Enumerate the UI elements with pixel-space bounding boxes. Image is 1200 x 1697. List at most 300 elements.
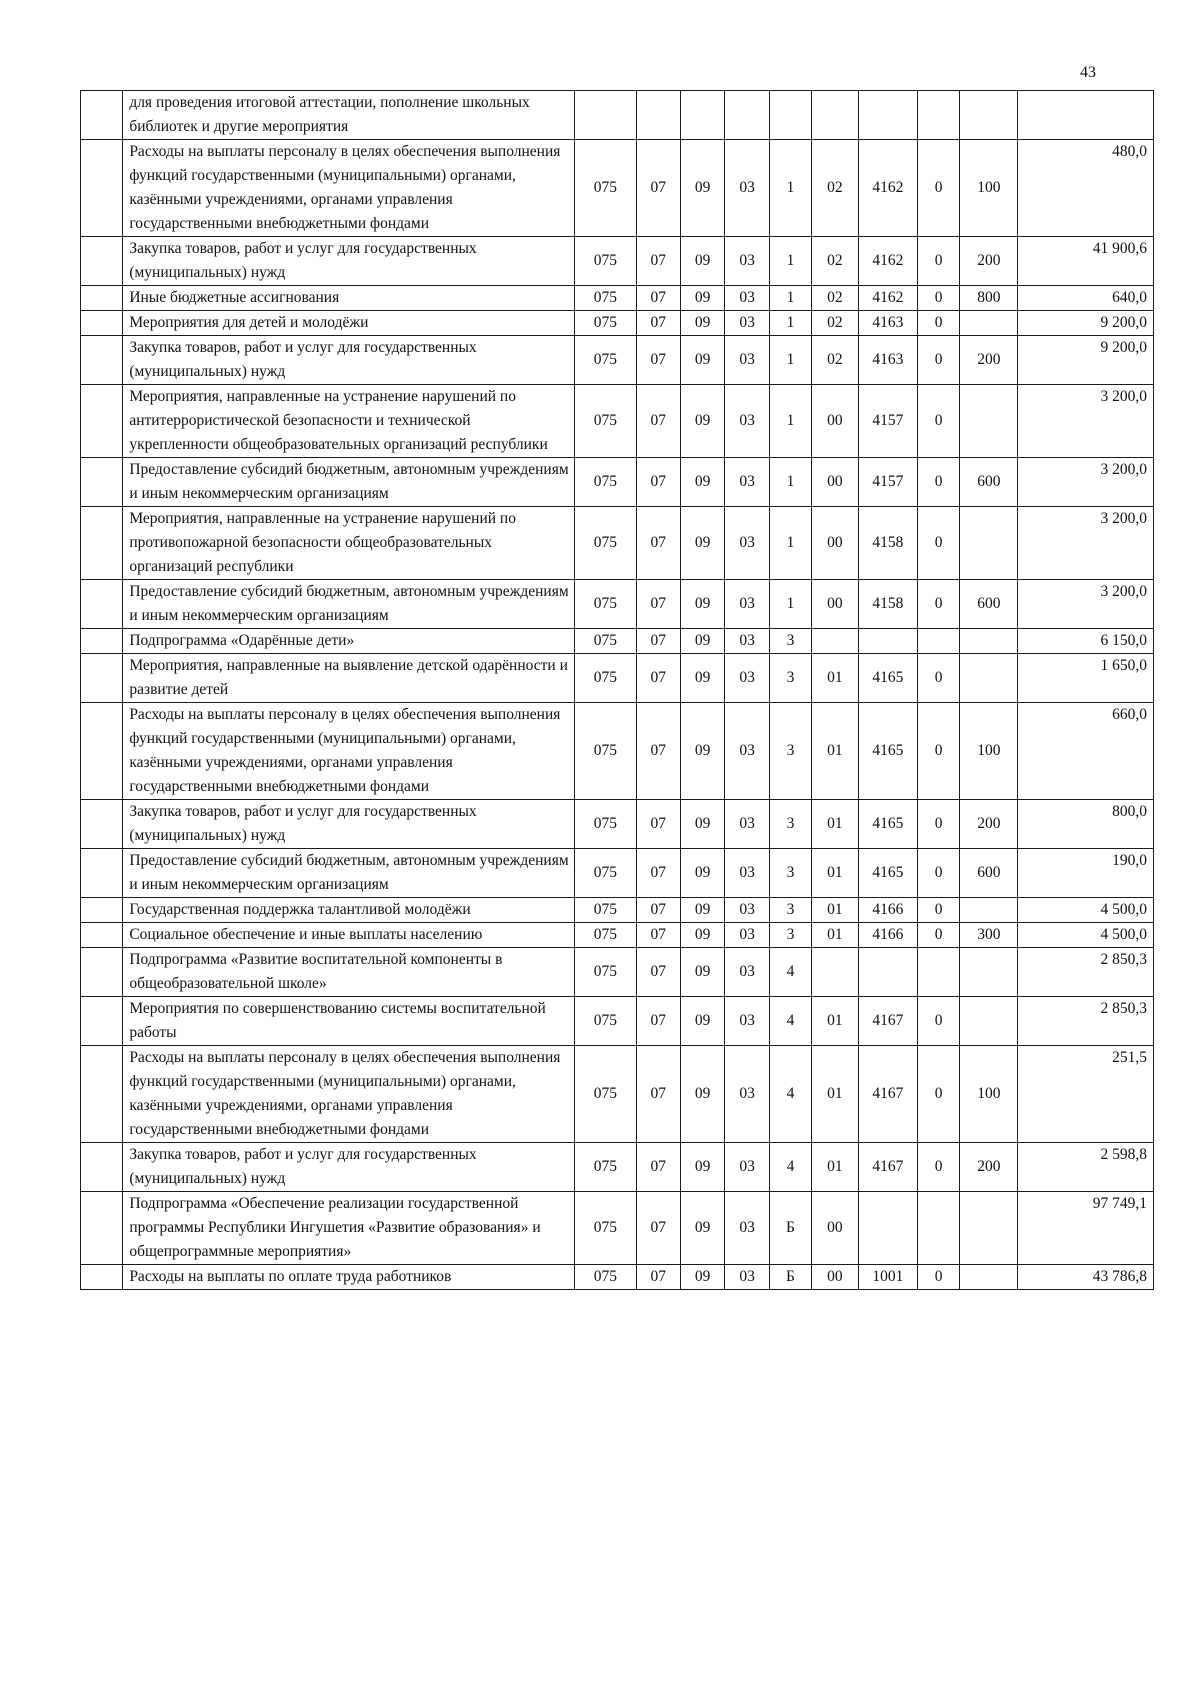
direction-code-cell: 4165 bbox=[858, 654, 917, 703]
extra-code-cell: 0 bbox=[917, 336, 959, 385]
main-event-code-cell bbox=[812, 948, 859, 997]
amount-cell: 97 749,1 bbox=[1018, 1192, 1154, 1265]
expense-name-cell: Закупка товаров, работ и услуг для государственных (муниципальных) нужд bbox=[123, 336, 575, 385]
expense-name-cell: Подпрограмма «Обеспечение реализации государственной программы Республики Ингушетия «Развитие образования» и общепрограммные мероприятия» bbox=[123, 1192, 575, 1265]
subsection-code-cell: 09 bbox=[680, 1192, 724, 1265]
main-event-code-cell: 02 bbox=[812, 237, 859, 286]
subprogram-code-cell: 4 bbox=[769, 948, 811, 997]
expense-name-cell: Иные бюджетные ассигнования bbox=[123, 286, 575, 311]
expense-name-cell: Расходы на выплаты персоналу в целях обеспечения выполнения функций государственными (муниципальными) органами, казёнными учреждениями, органами управления государственными внебюджетными фондами bbox=[123, 1046, 575, 1143]
section-code-cell: 07 bbox=[636, 1046, 680, 1143]
table-row bbox=[81, 507, 1154, 580]
program-code-cell: 03 bbox=[725, 703, 769, 800]
table-row bbox=[81, 923, 1154, 948]
subprogram-code-cell: 3 bbox=[769, 703, 811, 800]
row-number-cell bbox=[81, 1143, 123, 1192]
table-row bbox=[81, 237, 1154, 286]
row-number-cell bbox=[81, 91, 123, 140]
subprogram-code-cell: 3 bbox=[769, 629, 811, 654]
expense-type-code-cell: 200 bbox=[960, 1143, 1018, 1192]
row-number-cell bbox=[81, 336, 123, 385]
row-number-cell bbox=[81, 385, 123, 458]
main-event-code-cell: 01 bbox=[812, 800, 859, 849]
expense-type-code-cell bbox=[960, 997, 1018, 1046]
extra-code-cell: 0 bbox=[917, 507, 959, 580]
extra-code-cell: 0 bbox=[917, 1143, 959, 1192]
row-number-cell bbox=[81, 580, 123, 629]
table-row bbox=[81, 629, 1154, 654]
ministry-code-cell: 075 bbox=[575, 629, 636, 654]
section-code-cell: 07 bbox=[636, 1143, 680, 1192]
subsection-code-cell: 09 bbox=[680, 898, 724, 923]
expense-name-cell: Закупка товаров, работ и услуг для государственных (муниципальных) нужд bbox=[123, 237, 575, 286]
program-code-cell: 03 bbox=[725, 336, 769, 385]
table-row bbox=[81, 336, 1154, 385]
expense-name-cell: Социальное обеспечение и иные выплаты населению bbox=[123, 923, 575, 948]
row-number-cell bbox=[81, 140, 123, 237]
expense-type-code-cell: 100 bbox=[960, 1046, 1018, 1143]
section-code-cell: 07 bbox=[636, 849, 680, 898]
subsection-code-cell: 09 bbox=[680, 237, 724, 286]
extra-code-cell: 0 bbox=[917, 311, 959, 336]
table-row bbox=[81, 898, 1154, 923]
direction-code-cell bbox=[858, 1192, 917, 1265]
subprogram-code-cell: 1 bbox=[769, 286, 811, 311]
section-code-cell: 07 bbox=[636, 1192, 680, 1265]
subprogram-code-cell bbox=[769, 91, 811, 140]
subsection-code-cell: 09 bbox=[680, 1046, 724, 1143]
subsection-code-cell: 09 bbox=[680, 311, 724, 336]
expense-name-cell: Предоставление субсидий бюджетным, автономным учреждениям и иным некоммерческим организациям bbox=[123, 458, 575, 507]
program-code-cell: 03 bbox=[725, 898, 769, 923]
amount-cell: 251,5 bbox=[1018, 1046, 1154, 1143]
section-code-cell: 07 bbox=[636, 800, 680, 849]
program-code-cell: 03 bbox=[725, 1265, 769, 1290]
main-event-code-cell: 00 bbox=[812, 580, 859, 629]
program-code-cell: 03 bbox=[725, 458, 769, 507]
ministry-code-cell: 075 bbox=[575, 923, 636, 948]
subsection-code-cell: 09 bbox=[680, 654, 724, 703]
expense-type-code-cell bbox=[960, 91, 1018, 140]
expense-name-cell: Подпрограмма «Развитие воспитательной компоненты в общеобразовательной школе» bbox=[123, 948, 575, 997]
row-number-cell bbox=[81, 898, 123, 923]
subprogram-code-cell: Б bbox=[769, 1192, 811, 1265]
main-event-code-cell: 01 bbox=[812, 1143, 859, 1192]
table-row bbox=[81, 458, 1154, 507]
subprogram-code-cell: 1 bbox=[769, 336, 811, 385]
main-event-code-cell bbox=[812, 91, 859, 140]
ministry-code-cell: 075 bbox=[575, 654, 636, 703]
ministry-code-cell: 075 bbox=[575, 703, 636, 800]
table-row bbox=[81, 580, 1154, 629]
row-number-cell bbox=[81, 311, 123, 336]
row-number-cell bbox=[81, 654, 123, 703]
expense-name-cell: Предоставление субсидий бюджетным, автономным учреждениям и иным некоммерческим организациям bbox=[123, 580, 575, 629]
extra-code-cell: 0 bbox=[917, 385, 959, 458]
main-event-code-cell: 02 bbox=[812, 336, 859, 385]
amount-cell: 190,0 bbox=[1018, 849, 1154, 898]
amount-cell: 41 900,6 bbox=[1018, 237, 1154, 286]
program-code-cell: 03 bbox=[725, 654, 769, 703]
amount-cell: 660,0 bbox=[1018, 703, 1154, 800]
table-row bbox=[81, 311, 1154, 336]
expense-type-code-cell: 100 bbox=[960, 140, 1018, 237]
ministry-code-cell bbox=[575, 91, 636, 140]
main-event-code-cell: 00 bbox=[812, 507, 859, 580]
subsection-code-cell bbox=[680, 91, 724, 140]
amount-cell: 2 850,3 bbox=[1018, 997, 1154, 1046]
row-number-cell bbox=[81, 237, 123, 286]
program-code-cell: 03 bbox=[725, 1143, 769, 1192]
program-code-cell: 03 bbox=[725, 948, 769, 997]
expense-name-cell: Расходы на выплаты персоналу в целях обеспечения выполнения функций государственными (муниципальными) органами, казёнными учреждениями, органами управления государственными внебюджетными фондами bbox=[123, 703, 575, 800]
program-code-cell: 03 bbox=[725, 580, 769, 629]
main-event-code-cell: 01 bbox=[812, 654, 859, 703]
expense-name-cell: Мероприятия, направленные на устранение нарушений по антитеррористической безопасности и технической укрепленности общеобразовательных организаций республики bbox=[123, 385, 575, 458]
expense-type-code-cell: 300 bbox=[960, 923, 1018, 948]
table-row bbox=[81, 385, 1154, 458]
program-code-cell: 03 bbox=[725, 140, 769, 237]
expense-name-cell: Расходы на выплаты персоналу в целях обеспечения выполнения функций государственными (муниципальными) органами, казёнными учреждениями, органами управления государственными внебюджетными фондами bbox=[123, 140, 575, 237]
expense-name-cell: Мероприятия, направленные на устранение нарушений по противопожарной безопасности общеобразовательных организаций республики bbox=[123, 507, 575, 580]
subprogram-code-cell: 3 bbox=[769, 898, 811, 923]
section-code-cell: 07 bbox=[636, 140, 680, 237]
program-code-cell: 03 bbox=[725, 311, 769, 336]
program-code-cell bbox=[725, 91, 769, 140]
subsection-code-cell: 09 bbox=[680, 849, 724, 898]
main-event-code-cell: 02 bbox=[812, 311, 859, 336]
expense-name-cell: Мероприятия по совершенствованию системы воспитательной работы bbox=[123, 997, 575, 1046]
row-number-cell bbox=[81, 923, 123, 948]
expense-name-cell: для проведения итоговой аттестации, пополнение школьных библиотек и другие мероприятия bbox=[123, 91, 575, 140]
extra-code-cell: 0 bbox=[917, 1046, 959, 1143]
table-row bbox=[81, 140, 1154, 237]
subprogram-code-cell: 1 bbox=[769, 385, 811, 458]
direction-code-cell: 4166 bbox=[858, 898, 917, 923]
main-event-code-cell: 01 bbox=[812, 1046, 859, 1143]
subprogram-code-cell: 3 bbox=[769, 923, 811, 948]
subsection-code-cell: 09 bbox=[680, 923, 724, 948]
expense-type-code-cell bbox=[960, 385, 1018, 458]
subsection-code-cell: 09 bbox=[680, 458, 724, 507]
program-code-cell: 03 bbox=[725, 385, 769, 458]
ministry-code-cell: 075 bbox=[575, 1192, 636, 1265]
expense-name-cell: Государственная поддержка талантливой молодёжи bbox=[123, 898, 575, 923]
page-number: 43 bbox=[1080, 64, 1096, 81]
expense-name-cell: Мероприятия для детей и молодёжи bbox=[123, 311, 575, 336]
amount-cell: 480,0 bbox=[1018, 140, 1154, 237]
table-row bbox=[81, 1143, 1154, 1192]
ministry-code-cell: 075 bbox=[575, 849, 636, 898]
main-event-code-cell: 01 bbox=[812, 703, 859, 800]
extra-code-cell: 0 bbox=[917, 237, 959, 286]
subprogram-code-cell: 1 bbox=[769, 237, 811, 286]
section-code-cell: 07 bbox=[636, 237, 680, 286]
expense-type-code-cell bbox=[960, 507, 1018, 580]
direction-code-cell: 4167 bbox=[858, 997, 917, 1046]
expense-type-code-cell bbox=[960, 654, 1018, 703]
row-number-cell bbox=[81, 1046, 123, 1143]
program-code-cell: 03 bbox=[725, 849, 769, 898]
expense-name-cell: Подпрограмма «Одарённые дети» bbox=[123, 629, 575, 654]
amount-cell: 2 850,3 bbox=[1018, 948, 1154, 997]
main-event-code-cell bbox=[812, 629, 859, 654]
direction-code-cell: 4158 bbox=[858, 580, 917, 629]
direction-code-cell: 4162 bbox=[858, 140, 917, 237]
table-row bbox=[81, 286, 1154, 311]
subsection-code-cell: 09 bbox=[680, 286, 724, 311]
direction-code-cell bbox=[858, 948, 917, 997]
amount-cell: 2 598,8 bbox=[1018, 1143, 1154, 1192]
program-code-cell: 03 bbox=[725, 507, 769, 580]
program-code-cell: 03 bbox=[725, 629, 769, 654]
expense-type-code-cell: 100 bbox=[960, 703, 1018, 800]
direction-code-cell: 4165 bbox=[858, 703, 917, 800]
ministry-code-cell: 075 bbox=[575, 458, 636, 507]
section-code-cell: 07 bbox=[636, 458, 680, 507]
section-code-cell: 07 bbox=[636, 948, 680, 997]
extra-code-cell: 0 bbox=[917, 800, 959, 849]
section-code-cell: 07 bbox=[636, 311, 680, 336]
subprogram-code-cell: 1 bbox=[769, 580, 811, 629]
expense-type-code-cell bbox=[960, 948, 1018, 997]
section-code-cell: 07 bbox=[636, 703, 680, 800]
main-event-code-cell: 01 bbox=[812, 997, 859, 1046]
ministry-code-cell: 075 bbox=[575, 948, 636, 997]
ministry-code-cell: 075 bbox=[575, 1143, 636, 1192]
subprogram-code-cell: 4 bbox=[769, 1046, 811, 1143]
direction-code-cell: 4163 bbox=[858, 336, 917, 385]
section-code-cell: 07 bbox=[636, 923, 680, 948]
extra-code-cell: 0 bbox=[917, 458, 959, 507]
row-number-cell bbox=[81, 1192, 123, 1265]
ministry-code-cell: 075 bbox=[575, 800, 636, 849]
table-row bbox=[81, 91, 1154, 140]
expense-type-code-cell bbox=[960, 311, 1018, 336]
extra-code-cell: 0 bbox=[917, 1265, 959, 1290]
program-code-cell: 03 bbox=[725, 1046, 769, 1143]
extra-code-cell: 0 bbox=[917, 286, 959, 311]
subsection-code-cell: 09 bbox=[680, 1143, 724, 1192]
direction-code-cell bbox=[858, 91, 917, 140]
main-event-code-cell: 02 bbox=[812, 286, 859, 311]
extra-code-cell: 0 bbox=[917, 703, 959, 800]
extra-code-cell: 0 bbox=[917, 923, 959, 948]
ministry-code-cell: 075 bbox=[575, 336, 636, 385]
subsection-code-cell: 09 bbox=[680, 507, 724, 580]
expense-type-code-cell bbox=[960, 898, 1018, 923]
direction-code-cell: 4165 bbox=[858, 800, 917, 849]
subsection-code-cell: 09 bbox=[680, 385, 724, 458]
expense-name-cell: Закупка товаров, работ и услуг для государственных (муниципальных) нужд bbox=[123, 1143, 575, 1192]
direction-code-cell: 4157 bbox=[858, 458, 917, 507]
section-code-cell: 07 bbox=[636, 580, 680, 629]
table-row bbox=[81, 1046, 1154, 1143]
program-code-cell: 03 bbox=[725, 1192, 769, 1265]
section-code-cell: 07 bbox=[636, 1265, 680, 1290]
row-number-cell bbox=[81, 458, 123, 507]
ministry-code-cell: 075 bbox=[575, 286, 636, 311]
main-event-code-cell: 01 bbox=[812, 898, 859, 923]
direction-code-cell bbox=[858, 629, 917, 654]
extra-code-cell bbox=[917, 1192, 959, 1265]
extra-code-cell: 0 bbox=[917, 580, 959, 629]
row-number-cell bbox=[81, 1265, 123, 1290]
subprogram-code-cell: 4 bbox=[769, 1143, 811, 1192]
amount-cell: 6 150,0 bbox=[1018, 629, 1154, 654]
extra-code-cell: 0 bbox=[917, 898, 959, 923]
expense-type-code-cell bbox=[960, 1265, 1018, 1290]
subsection-code-cell: 09 bbox=[680, 140, 724, 237]
row-number-cell bbox=[81, 286, 123, 311]
ministry-code-cell: 075 bbox=[575, 507, 636, 580]
extra-code-cell: 0 bbox=[917, 654, 959, 703]
direction-code-cell: 4162 bbox=[858, 286, 917, 311]
amount-cell: 3 200,0 bbox=[1018, 385, 1154, 458]
direction-code-cell: 4157 bbox=[858, 385, 917, 458]
row-number-cell bbox=[81, 703, 123, 800]
subprogram-code-cell: 3 bbox=[769, 800, 811, 849]
subprogram-code-cell: 1 bbox=[769, 311, 811, 336]
amount-cell: 9 200,0 bbox=[1018, 336, 1154, 385]
direction-code-cell: 4167 bbox=[858, 1143, 917, 1192]
subprogram-code-cell: 1 bbox=[769, 507, 811, 580]
expense-type-code-cell bbox=[960, 1192, 1018, 1265]
amount-cell: 9 200,0 bbox=[1018, 311, 1154, 336]
subsection-code-cell: 09 bbox=[680, 948, 724, 997]
ministry-code-cell: 075 bbox=[575, 311, 636, 336]
subsection-code-cell: 09 bbox=[680, 580, 724, 629]
row-number-cell bbox=[81, 629, 123, 654]
subprogram-code-cell: 3 bbox=[769, 654, 811, 703]
main-event-code-cell: 00 bbox=[812, 1192, 859, 1265]
extra-code-cell: 0 bbox=[917, 849, 959, 898]
section-code-cell: 07 bbox=[636, 507, 680, 580]
ministry-code-cell: 075 bbox=[575, 237, 636, 286]
direction-code-cell: 4158 bbox=[858, 507, 917, 580]
program-code-cell: 03 bbox=[725, 286, 769, 311]
subprogram-code-cell: 4 bbox=[769, 997, 811, 1046]
expense-name-cell: Закупка товаров, работ и услуг для государственных (муниципальных) нужд bbox=[123, 800, 575, 849]
program-code-cell: 03 bbox=[725, 237, 769, 286]
ministry-code-cell: 075 bbox=[575, 1265, 636, 1290]
extra-code-cell bbox=[917, 629, 959, 654]
amount-cell: 1 650,0 bbox=[1018, 654, 1154, 703]
amount-cell: 640,0 bbox=[1018, 286, 1154, 311]
table-body bbox=[81, 91, 1154, 1290]
direction-code-cell: 1001 bbox=[858, 1265, 917, 1290]
table-row bbox=[81, 703, 1154, 800]
expense-type-code-cell: 800 bbox=[960, 286, 1018, 311]
main-event-code-cell: 00 bbox=[812, 458, 859, 507]
amount-cell: 3 200,0 bbox=[1018, 507, 1154, 580]
row-number-cell bbox=[81, 800, 123, 849]
subsection-code-cell: 09 bbox=[680, 336, 724, 385]
subprogram-code-cell: 3 bbox=[769, 849, 811, 898]
amount-cell: 43 786,8 bbox=[1018, 1265, 1154, 1290]
expense-type-code-cell: 600 bbox=[960, 458, 1018, 507]
ministry-code-cell: 075 bbox=[575, 140, 636, 237]
direction-code-cell: 4165 bbox=[858, 849, 917, 898]
main-event-code-cell: 00 bbox=[812, 385, 859, 458]
amount-cell: 3 200,0 bbox=[1018, 580, 1154, 629]
expense-name-cell: Расходы на выплаты по оплате труда работников bbox=[123, 1265, 575, 1290]
section-code-cell: 07 bbox=[636, 336, 680, 385]
ministry-code-cell: 075 bbox=[575, 997, 636, 1046]
table-row bbox=[81, 800, 1154, 849]
expense-type-code-cell: 200 bbox=[960, 800, 1018, 849]
extra-code-cell: 0 bbox=[917, 997, 959, 1046]
expense-name-cell: Мероприятия, направленные на выявление детской одарённости и развитие детей bbox=[123, 654, 575, 703]
expense-name-cell: Предоставление субсидий бюджетным, автономным учреждениям и иным некоммерческим организациям bbox=[123, 849, 575, 898]
budget-table bbox=[80, 90, 1154, 1290]
subprogram-code-cell: Б bbox=[769, 1265, 811, 1290]
subsection-code-cell: 09 bbox=[680, 629, 724, 654]
ministry-code-cell: 075 bbox=[575, 898, 636, 923]
expense-type-code-cell: 200 bbox=[960, 237, 1018, 286]
subprogram-code-cell: 1 bbox=[769, 458, 811, 507]
table-row bbox=[81, 997, 1154, 1046]
expense-type-code-cell: 600 bbox=[960, 580, 1018, 629]
expense-type-code-cell bbox=[960, 629, 1018, 654]
program-code-cell: 03 bbox=[725, 997, 769, 1046]
expense-type-code-cell: 200 bbox=[960, 336, 1018, 385]
extra-code-cell bbox=[917, 91, 959, 140]
ministry-code-cell: 075 bbox=[575, 1046, 636, 1143]
amount-cell: 4 500,0 bbox=[1018, 923, 1154, 948]
section-code-cell: 07 bbox=[636, 654, 680, 703]
direction-code-cell: 4167 bbox=[858, 1046, 917, 1143]
amount-cell: 4 500,0 bbox=[1018, 898, 1154, 923]
main-event-code-cell: 01 bbox=[812, 849, 859, 898]
row-number-cell bbox=[81, 507, 123, 580]
section-code-cell: 07 bbox=[636, 385, 680, 458]
expense-type-code-cell: 600 bbox=[960, 849, 1018, 898]
table-row bbox=[81, 948, 1154, 997]
table-row bbox=[81, 1192, 1154, 1265]
section-code-cell: 07 bbox=[636, 898, 680, 923]
main-event-code-cell: 01 bbox=[812, 923, 859, 948]
subsection-code-cell: 09 bbox=[680, 997, 724, 1046]
extra-code-cell bbox=[917, 948, 959, 997]
program-code-cell: 03 bbox=[725, 800, 769, 849]
main-event-code-cell: 00 bbox=[812, 1265, 859, 1290]
section-code-cell: 07 bbox=[636, 629, 680, 654]
amount-cell bbox=[1018, 91, 1154, 140]
table-row bbox=[81, 654, 1154, 703]
subsection-code-cell: 09 bbox=[680, 800, 724, 849]
section-code-cell: 07 bbox=[636, 997, 680, 1046]
ministry-code-cell: 075 bbox=[575, 580, 636, 629]
section-code-cell bbox=[636, 91, 680, 140]
main-event-code-cell: 02 bbox=[812, 140, 859, 237]
amount-cell: 800,0 bbox=[1018, 800, 1154, 849]
direction-code-cell: 4163 bbox=[858, 311, 917, 336]
amount-cell: 3 200,0 bbox=[1018, 458, 1154, 507]
direction-code-cell: 4162 bbox=[858, 237, 917, 286]
subsection-code-cell: 09 bbox=[680, 703, 724, 800]
ministry-code-cell: 075 bbox=[575, 385, 636, 458]
table-row bbox=[81, 849, 1154, 898]
direction-code-cell: 4166 bbox=[858, 923, 917, 948]
extra-code-cell: 0 bbox=[917, 140, 959, 237]
row-number-cell bbox=[81, 849, 123, 898]
section-code-cell: 07 bbox=[636, 286, 680, 311]
row-number-cell bbox=[81, 997, 123, 1046]
subsection-code-cell: 09 bbox=[680, 1265, 724, 1290]
program-code-cell: 03 bbox=[725, 923, 769, 948]
table-row bbox=[81, 1265, 1154, 1290]
